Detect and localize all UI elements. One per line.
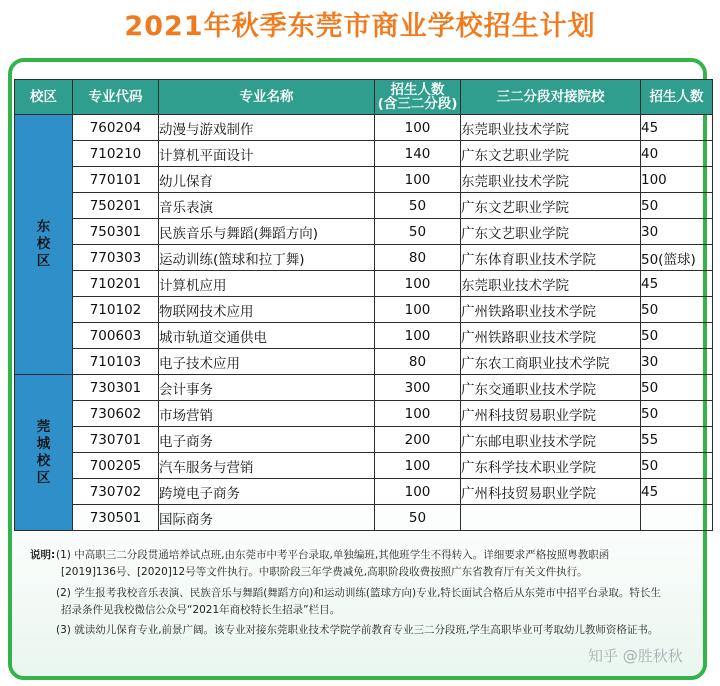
header-enroll-line1: 招生人数 (390, 82, 445, 98)
major-name-cell: 城市轨道交通供电 (159, 323, 375, 349)
major-code-cell: 750301 (73, 219, 159, 245)
header-enroll-line2: (含三二分段) (377, 96, 458, 112)
header-name: 专业名称 (159, 80, 375, 115)
partner-count-cell: 55 (641, 427, 713, 453)
enroll-count-cell: 100 (375, 271, 461, 297)
partner-school-cell: 广州科技贸易职业学院 (461, 401, 641, 427)
campus-label: 莞城校区 (36, 418, 51, 486)
partner-school-cell: 广东邮电职业技术学院 (461, 427, 641, 453)
note-line: (2) 学生报考我校音乐表演、民族音乐与舞蹈(舞蹈方向)和运动训练(篮球方向)专业,特长面试合格后从东莞市中招平台录取。特长生 (56, 587, 661, 599)
watermark: 知乎 @胜秋秋 (588, 647, 683, 665)
header-campus: 校区 (15, 80, 73, 115)
major-name-cell: 跨境电子商务 (159, 479, 375, 505)
major-name-cell: 计算机应用 (159, 271, 375, 297)
enroll-count-cell: 100 (375, 479, 461, 505)
major-code-cell: 770303 (73, 245, 159, 271)
header-enroll (375, 80, 461, 115)
major-name-cell: 物联网技术应用 (159, 297, 375, 323)
enroll-count-cell: 100 (375, 167, 461, 193)
major-code-cell: 730701 (73, 427, 159, 453)
table-body (15, 115, 713, 531)
enroll-count-cell: 100 (375, 401, 461, 427)
enroll-count-cell: 100 (375, 297, 461, 323)
partner-school-cell: 广东文艺职业学院 (461, 193, 641, 219)
enroll-count-cell: 50 (375, 219, 461, 245)
major-code-cell: 710210 (73, 141, 159, 167)
header-partner: 三二分段对接院校 (461, 80, 641, 115)
major-code-cell: 710103 (73, 349, 159, 375)
major-code-cell: 770101 (73, 167, 159, 193)
partner-count-cell: 45 (641, 479, 713, 505)
partner-school-cell: 广东农工商职业技术学院 (461, 349, 641, 375)
notes-label: 说明: (30, 549, 56, 561)
note-line: 招录条件见我校微信公众号“2021年商校特长生招录”栏目。 (61, 604, 341, 616)
major-code-cell: 730702 (73, 479, 159, 505)
table-row (15, 479, 713, 505)
major-name-cell: 市场营销 (159, 401, 375, 427)
major-name-cell: 电子商务 (159, 427, 375, 453)
major-name-cell: 动漫与游戏制作 (159, 115, 375, 141)
major-name-cell: 计算机平面设计 (159, 141, 375, 167)
partner-count-cell: 50 (641, 401, 713, 427)
page-title: 2021年秋季东莞市商业学校招生计划 (124, 11, 596, 42)
enroll-count-cell: 80 (375, 349, 461, 375)
major-code-cell: 730602 (73, 401, 159, 427)
partner-school-cell: 东莞职业技术学院 (461, 271, 641, 297)
enroll-count-cell: 50 (375, 193, 461, 219)
table-row (15, 141, 713, 167)
major-name-cell: 汽车服务与营销 (159, 453, 375, 479)
enrollment-table (14, 79, 713, 531)
major-code-cell: 750201 (73, 193, 159, 219)
partner-count-cell: 50(篮球) (641, 245, 713, 271)
major-name-cell: 民族音乐与舞蹈(舞蹈方向) (159, 219, 375, 245)
partner-count-cell: 50 (641, 297, 713, 323)
table-row (15, 219, 713, 245)
major-name-cell: 国际商务 (159, 505, 375, 531)
table-row (15, 115, 713, 141)
enroll-count-cell: 80 (375, 245, 461, 271)
partner-school-cell: 广州科技贸易职业学院 (461, 479, 641, 505)
note-line: [2019]136号、[2020]12号等文件执行。中职阶段三年学费减免,高职阶段收费按照广东省教育厅有关文件执行。 (61, 566, 588, 578)
major-code-cell: 710102 (73, 297, 159, 323)
table-row (15, 323, 713, 349)
partner-school-cell: 广州铁路职业技术学院 (461, 297, 641, 323)
partner-count-cell: 30 (641, 349, 713, 375)
table-row (15, 349, 713, 375)
table-row (15, 167, 713, 193)
table-row (15, 193, 713, 219)
table-row (15, 245, 713, 271)
major-code-cell: 730301 (73, 375, 159, 401)
partner-count-cell: 30 (641, 219, 713, 245)
enroll-count-cell: 100 (375, 323, 461, 349)
major-code-cell: 700603 (73, 323, 159, 349)
major-code-cell: 760204 (73, 115, 159, 141)
note-line: (3) 就读幼儿保育专业,前景广阔。该专业对接东莞职业技术学院学前教育专业三二分段班,学生高职毕业可考取幼儿教师资格证书。 (56, 624, 659, 636)
note-line: (1) 中高职三二分段贯通培养试点班,由东莞市中考平台录取,单独编班,其他班学生不得转入。详细要求严格按照粤教职函 (56, 549, 610, 561)
partner-count-cell: 40 (641, 141, 713, 167)
table-row (15, 375, 713, 401)
enroll-count-cell: 300 (375, 375, 461, 401)
table-row (15, 297, 713, 323)
header-code: 专业代码 (73, 80, 159, 115)
campus-cell (15, 115, 73, 375)
header-partner-count: 招生人数 (641, 80, 713, 115)
partner-count-cell: 50 (641, 453, 713, 479)
partner-school-cell: 东莞职业技术学院 (461, 115, 641, 141)
major-code-cell: 700205 (73, 453, 159, 479)
table-header-row (15, 80, 713, 115)
enroll-count-cell: 100 (375, 453, 461, 479)
partner-school-cell: 广东文艺职业学院 (461, 141, 641, 167)
table-row (15, 505, 713, 531)
partner-count-cell: 50 (641, 193, 713, 219)
table-row (15, 271, 713, 297)
partner-school-cell: 东莞职业技术学院 (461, 167, 641, 193)
partner-count-cell: 50 (641, 375, 713, 401)
partner-school-cell: 广州铁路职业技术学院 (461, 323, 641, 349)
partner-school-cell: 广东文艺职业学院 (461, 219, 641, 245)
major-name-cell: 运动训练(篮球和拉丁舞) (159, 245, 375, 271)
table-row (15, 427, 713, 453)
major-name-cell: 幼儿保育 (159, 167, 375, 193)
enroll-count-cell: 100 (375, 115, 461, 141)
major-name-cell: 音乐表演 (159, 193, 375, 219)
enroll-count-cell: 50 (375, 505, 461, 531)
partner-school-cell: 广东体育职业技术学院 (461, 245, 641, 271)
campus-label: 东校区 (36, 219, 51, 269)
table-row (15, 401, 713, 427)
major-name-cell: 电子技术应用 (159, 349, 375, 375)
partner-school-cell (461, 505, 641, 531)
partner-count-cell: 50 (641, 323, 713, 349)
enroll-count-cell: 140 (375, 141, 461, 167)
partner-school-cell: 广东交通职业技术学院 (461, 375, 641, 401)
enroll-count-cell: 200 (375, 427, 461, 453)
partner-count-cell: 45 (641, 271, 713, 297)
partner-count-cell (641, 505, 713, 531)
campus-cell (15, 375, 73, 531)
major-code-cell: 710201 (73, 271, 159, 297)
table-row (15, 453, 713, 479)
partner-count-cell: 100 (641, 167, 713, 193)
major-name-cell: 会计事务 (159, 375, 375, 401)
partner-count-cell: 45 (641, 115, 713, 141)
major-code-cell: 730501 (73, 505, 159, 531)
partner-school-cell: 广东科学技术职业学院 (461, 453, 641, 479)
